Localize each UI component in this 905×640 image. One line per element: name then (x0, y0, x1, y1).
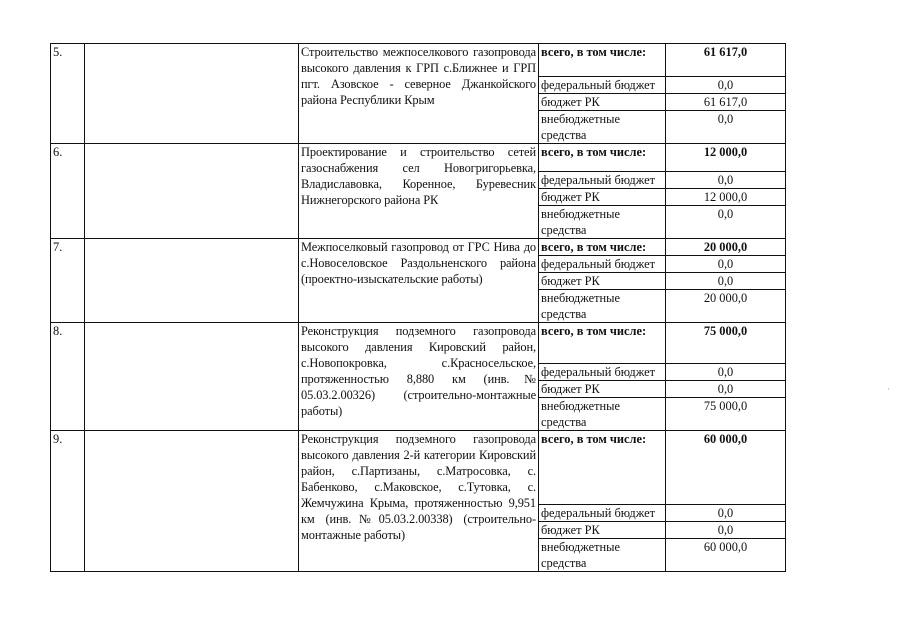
funding-amount: 20 000,0 (666, 290, 786, 323)
funding-amount: 60 000,0 (666, 539, 786, 572)
project-description: Проектирование и строительство сетей газоснабжения сел Новогригорьевка, Владиславовка, Коренное, Буревесник Нижнегорского района РК (299, 144, 539, 239)
funding-source-label: федеральный бюджет (539, 256, 666, 273)
funding-amount: 61 617,0 (666, 94, 786, 111)
funding-source-label: бюджет РК (539, 273, 666, 290)
total-amount: 75 000,0 (666, 323, 786, 364)
funding-source-label: всего, в том числе: (539, 144, 666, 172)
funding-source-label: бюджет РК (539, 189, 666, 206)
funding-source-label: всего, в том числе: (539, 323, 666, 364)
funding-amount: 0,0 (666, 172, 786, 189)
funding-source-label: внебюджетные средства (539, 206, 666, 239)
funding-source-label: всего, в том числе: (539, 44, 666, 77)
row-number: 5. (51, 44, 85, 144)
table-row (51, 239, 786, 256)
funding-source-label: федеральный бюджет (539, 172, 666, 189)
empty-cell (85, 239, 299, 323)
funding-source-label: федеральный бюджет (539, 77, 666, 94)
project-description: Реконструкция подземного газопровода высокого давления Кировский район, с.Новопокровка, с.Красносельское, протяженностью 8,880 км (инв.№ 05.03.2.00326) (строительно-монтажные работы) (299, 323, 539, 431)
funding-amount: 0,0 (666, 381, 786, 398)
project-description: Межпоселковый газопровод от ГРС Нива до с.Новоселовское Раздольненского района (проектно-изыскательские работы) (299, 239, 539, 323)
funding-source-label: внебюджетные средства (539, 111, 666, 144)
funding-source-label: бюджет РК (539, 522, 666, 539)
row-number: 9. (51, 431, 85, 572)
funding-amount: 0,0 (666, 273, 786, 290)
funding-source-label: федеральный бюджет (539, 364, 666, 381)
table-row (51, 431, 786, 505)
total-amount: 12 000,0 (666, 144, 786, 172)
funding-amount: 0,0 (666, 505, 786, 522)
empty-cell (85, 323, 299, 431)
project-description: Строительство межпоселкового газопровода высокого давления к ГРП с.Ближнее и ГРП пгт. Азовское - северное Джанкойского района Республики Крым (299, 44, 539, 144)
funding-amount: 0,0 (666, 206, 786, 239)
funding-amount: 0,0 (666, 522, 786, 539)
funding-source-label: бюджет РК (539, 94, 666, 111)
funding-source-label: внебюджетные средства (539, 290, 666, 323)
scan-speck: · (887, 384, 890, 394)
funding-source-label: федеральный бюджет (539, 505, 666, 522)
row-number: 6. (51, 144, 85, 239)
row-number: 7. (51, 239, 85, 323)
funding-source-label: бюджет РК (539, 381, 666, 398)
row-number: 8. (51, 323, 85, 431)
funding-amount: 0,0 (666, 77, 786, 94)
empty-cell (85, 44, 299, 144)
empty-cell (85, 144, 299, 239)
table-row (51, 44, 786, 77)
funding-amount: 0,0 (666, 111, 786, 144)
table-row (51, 323, 786, 364)
funding-amount: 0,0 (666, 364, 786, 381)
funding-source-label: всего, в том числе: (539, 239, 666, 256)
total-amount: 60 000,0 (666, 431, 786, 505)
funding-amount: 75 000,0 (666, 398, 786, 431)
total-amount: 20 000,0 (666, 239, 786, 256)
funding-source-label: внебюджетные средства (539, 398, 666, 431)
total-amount: 61 617,0 (666, 44, 786, 77)
funding-amount: 12 000,0 (666, 189, 786, 206)
funding-source-label: внебюджетные средства (539, 539, 666, 572)
project-description: Реконструкция подземного газопровода высокого давления 2-й категории Кировский район, с.Партизаны, с.Матросовка, с. Бабенково, с.Маковское, с.Тутовка, с. Жемчужина Крыма, протяженностью 9,951 км (инв.№05.03.2.00338) (строительно-монтажные работы) (299, 431, 539, 572)
empty-cell (85, 431, 299, 572)
funding-source-label: всего, в том числе: (539, 431, 666, 505)
budget-table (50, 43, 786, 572)
table-row (51, 144, 786, 172)
funding-amount: 0,0 (666, 256, 786, 273)
